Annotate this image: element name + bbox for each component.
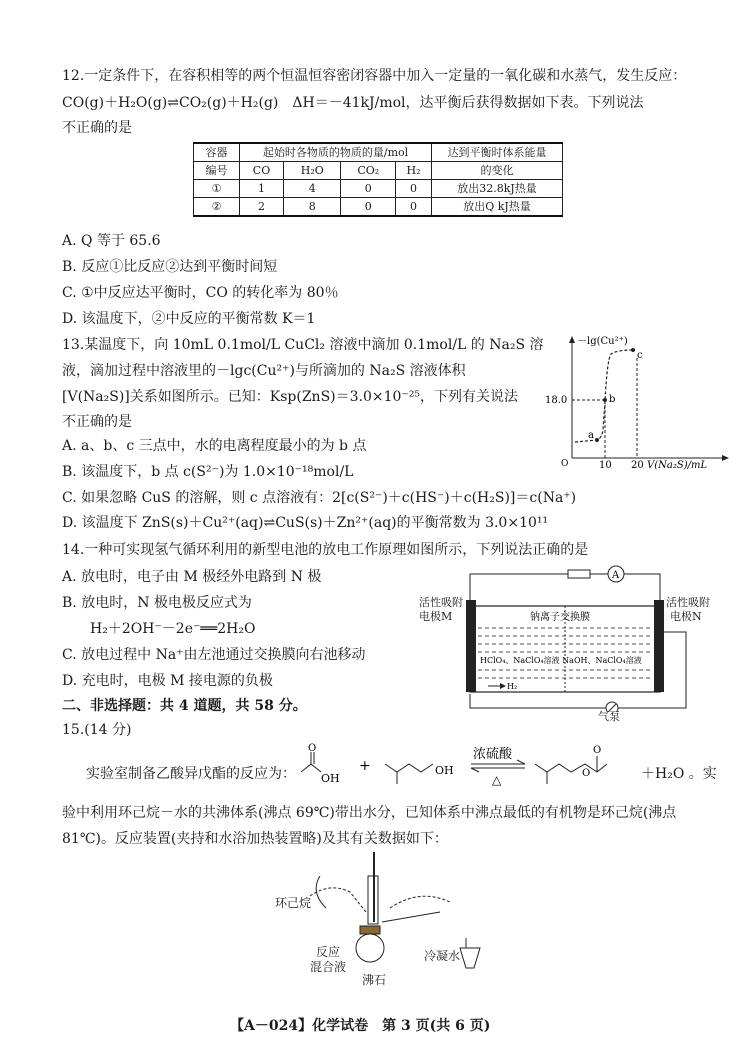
condenser-tube bbox=[390, 896, 450, 908]
x-tick-20: 20 bbox=[631, 460, 644, 470]
table-cell: 0 bbox=[341, 180, 396, 198]
titration-curve bbox=[575, 350, 633, 442]
catalyst-label: 浓硫酸 bbox=[473, 747, 513, 762]
table-header-container: 容器 bbox=[194, 143, 240, 162]
pump-label: 气泵 bbox=[598, 710, 620, 723]
q13-option-a: A. a、b、c 三点中，水的电离程度最小的为 b 点 bbox=[62, 438, 367, 454]
electrode-n-label-2: 电极N bbox=[670, 610, 702, 623]
q15-product-tail: ＋H₂O 。实 bbox=[641, 766, 717, 782]
ester-skeleton bbox=[535, 764, 607, 772]
solution-label: HClO₄、NaClO₄溶液 NaOH、NaClO₄溶液 bbox=[480, 656, 642, 665]
q15-text-line3: 81℃)。反应装置(夹持和水浴加热装置略)及其有关数据如下： bbox=[62, 831, 448, 847]
receiving-flask bbox=[460, 948, 480, 968]
table-cell: 8 bbox=[284, 198, 341, 217]
q15-apparatus-diagram bbox=[270, 852, 510, 984]
q12-option-c: C. ①中反应达平衡时，CO 的转化率为 80％ bbox=[62, 285, 339, 301]
q12-stem-line2: CO(g)＋H₂O(g)⇌CO₂(g)＋H₂(g) ΔH＝－41kJ/mol，达平衡后获得数据如下表。下列说法 bbox=[62, 95, 644, 111]
membrane-label: 钠离子交换膜 bbox=[530, 612, 590, 623]
q14-stem: 14.一种可实现氢气循环利用的新型电池的放电工作原理如图所示，下列说法正确的是 bbox=[62, 542, 589, 558]
table-header-energy-2: 的变化 bbox=[432, 162, 563, 180]
graph-xlabel: V(Na₂S)/mL bbox=[647, 460, 708, 470]
q15-heading: 15.(14 分) bbox=[62, 722, 132, 738]
table-cell: 0 bbox=[396, 198, 432, 217]
q12-option-d: D. 该温度下，②中反应的平衡常数 K＝1 bbox=[62, 311, 316, 327]
q13-option-b: B. 该温度下，b 点 c(S²⁻)为 1.0×10⁻¹⁸mol/L bbox=[62, 464, 354, 480]
q12-stem-line1: 12.一定条件下，在容积相等的两个恒温恒容密闭容器中加入一定量的一氧化碳和水蒸气，发生反应： bbox=[62, 68, 687, 84]
table-species: CO bbox=[240, 162, 284, 180]
ester-o: O bbox=[582, 768, 591, 779]
q12-stem-line3: 不正确的是 bbox=[62, 120, 132, 136]
q13-stem-line1: 13.某温度下，向 10mL 0.1mol/L CuCl₂ 溶液中滴加 0.1mol/L 的 Na₂S 溶 bbox=[62, 337, 544, 353]
gas-label: H₂ bbox=[507, 682, 518, 691]
heat-symbol: △ bbox=[492, 773, 502, 787]
isoamyl-alcohol-skeleton bbox=[385, 764, 433, 772]
q13-titration-graph bbox=[545, 330, 735, 470]
graph-y-tick: 18.0 bbox=[545, 395, 568, 406]
electrode-m bbox=[466, 600, 476, 692]
table-species: H₂O bbox=[284, 162, 341, 180]
table-header-initial: 起始时各物质的物质的量/mol bbox=[240, 143, 432, 162]
q14-option-b-equation: H₂＋2OH⁻－2e⁻══2H₂O bbox=[90, 621, 256, 637]
acetic-acid-skeleton bbox=[301, 764, 321, 772]
q14-option-a: A. 放电时，电子由 M 极经外电路到 N 极 bbox=[62, 569, 322, 585]
acetic-acid-o: O bbox=[308, 743, 317, 754]
label-mixture: 混合液 bbox=[310, 960, 347, 974]
table-cell: 2 bbox=[240, 198, 284, 217]
page-footer: 【A－024】化学试卷 第 3 页(共 6 页) bbox=[230, 1018, 491, 1034]
table-species: H₂ bbox=[396, 162, 432, 180]
q13-stem-line2: 液，滴加过程中溶液里的－lgc(Cu²⁺)与所滴加的 Na₂S 溶液体积 bbox=[62, 363, 466, 379]
table-row-id: ① bbox=[194, 180, 240, 198]
x-axis-arrow-icon bbox=[722, 455, 729, 461]
q14-option-b: B. 放电时，N 极电极反应式为 bbox=[62, 595, 252, 611]
q12-option-b: B. 反应①比反应②达到平衡时间短 bbox=[62, 259, 278, 275]
q14-battery-diagram bbox=[418, 562, 736, 712]
side-arm bbox=[382, 912, 440, 922]
label-a: a bbox=[588, 430, 594, 441]
q13-option-c: C. 如果忽略 CuS 的溶解，则 c 点溶液有：2[c(S²⁻)＋c(HS⁻)＋c(H₂S)]＝c(Na⁺) bbox=[62, 490, 577, 506]
graph-ylabel: －lg(Cu²⁺) bbox=[577, 336, 628, 347]
ester-carbonyl-o: O bbox=[593, 745, 602, 756]
label-b: b bbox=[609, 394, 616, 405]
q13-stem-line4: 不正确的是 bbox=[62, 414, 132, 430]
acetic-acid-oh: OH bbox=[321, 772, 340, 785]
resistor bbox=[568, 570, 590, 578]
table-cell: 0 bbox=[341, 198, 396, 217]
point-a bbox=[595, 438, 599, 442]
label-c: c bbox=[637, 350, 643, 361]
table-cell: 0 bbox=[396, 180, 432, 198]
label-cyclohexane: 环己烷 bbox=[275, 896, 312, 910]
point-b bbox=[603, 398, 607, 402]
q12-option-a: A. Q 等于 65.6 bbox=[62, 233, 161, 249]
electrode-n bbox=[654, 600, 664, 692]
label-reaction: 反应 bbox=[316, 945, 341, 959]
q15-intro: 实验室制备乙酸异戊酯的反应为： bbox=[86, 766, 296, 782]
table-row-id: ② bbox=[194, 198, 240, 217]
q13-stem-line3: [V(Na₂S)]关系如图所示。已知：Ksp(ZnS)＝3.0×10⁻²⁵，下列有关说法 bbox=[62, 389, 519, 405]
table-cell: 4 bbox=[284, 180, 341, 198]
point-c bbox=[631, 348, 635, 352]
electrode-n-label-1: 活性吸附 bbox=[666, 596, 710, 609]
gas-pipe-left bbox=[470, 694, 606, 708]
q15-text-line2: 验中利用环己烷－水的共沸体系(沸点 69℃)带出水分，已知体系中沸点最低的有机物是环己烷(沸点 bbox=[62, 805, 677, 821]
table-header-energy: 达到平衡时体系能量 bbox=[432, 143, 563, 162]
table-cell-energy: 放出32.8kJ热量 bbox=[432, 180, 563, 198]
q14-option-c: C. 放电过程中 Na⁺由左池通过交换膜向右池移动 bbox=[62, 647, 366, 663]
reaction-flask bbox=[356, 934, 384, 962]
table-cell: 1 bbox=[240, 180, 284, 198]
label-cooling-water: 冷凝水 bbox=[424, 949, 461, 963]
separator-tube bbox=[316, 876, 326, 908]
q12-data-table bbox=[193, 142, 563, 217]
y-axis-arrow-icon bbox=[569, 336, 575, 343]
water-separator bbox=[310, 888, 366, 912]
svg-text:+: + bbox=[359, 758, 371, 774]
isoamyl-alcohol-oh: OH bbox=[435, 764, 454, 777]
table-species: CO₂ bbox=[341, 162, 396, 180]
section2-title: 二、非选择题：共 4 道题，共 58 分。 bbox=[62, 698, 307, 714]
x-tick-10: 10 bbox=[599, 460, 612, 470]
electrode-m-label-2: 电极M bbox=[419, 610, 453, 623]
q14-option-d: D. 充电时，电极 M 接电源的负极 bbox=[62, 673, 273, 689]
label-boiling-chips: 沸石 bbox=[362, 973, 387, 987]
wire-left bbox=[470, 574, 568, 606]
q13-option-d: D. 该温度下 ZnS(s)＋Cu²⁺(aq)⇌CuS(s)＋Zn²⁺(aq)的平衡常数为 3.0×10¹¹ bbox=[62, 515, 549, 531]
flask-joint bbox=[360, 926, 380, 934]
electrode-m-label-1: 活性吸附 bbox=[419, 596, 463, 609]
table-cell-energy: 放出Q kJ热量 bbox=[432, 198, 563, 217]
ammeter-label: A bbox=[612, 570, 620, 581]
graph-origin: O bbox=[561, 459, 569, 469]
table-header-number: 编号 bbox=[194, 162, 240, 180]
